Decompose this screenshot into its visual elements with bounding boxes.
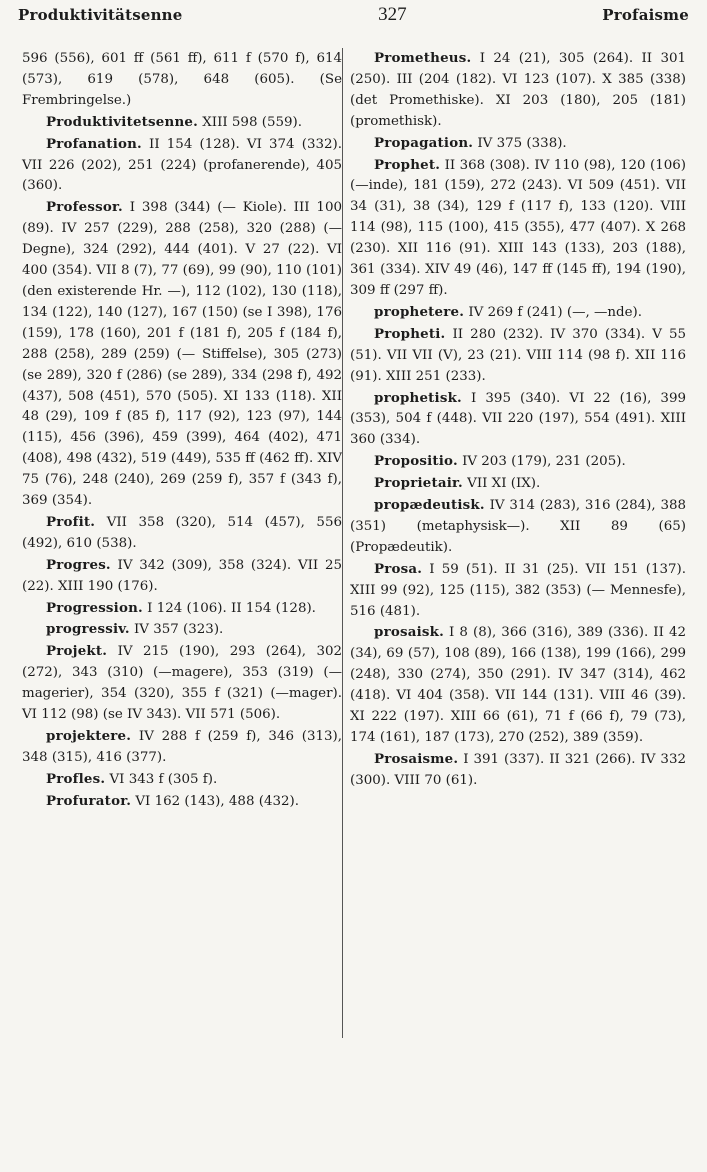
- index-entry: [22, 197, 342, 512]
- entry-headword: Prosaisme.: [374, 750, 459, 767]
- entry-references: II 280 (232). IV 370 (334). V 55 (51). VII VII (V), 23 (21). VIII 114 (98 f). XII 116 (91). XIII 251 (233).: [350, 326, 686, 384]
- entry-references: IV 288 f (259 f), 346 (313), 348 (315), 416 (377).: [22, 729, 342, 765]
- entry-references: I 395 (340). VI 22 (16), 399 (353), 504 f (448). VII 220 (197), 554 (491). XIII 360 (334).: [350, 390, 686, 448]
- index-entry: [350, 622, 686, 748]
- entry-headword: Progres.: [46, 556, 111, 573]
- entry-headword: Prophet.: [374, 156, 441, 173]
- entry-headword: Prometheus.: [374, 50, 472, 66]
- header-right-guideword: Profaisme: [602, 6, 689, 24]
- entry-headword: Projekt.: [46, 643, 108, 660]
- entry-references: IV 269 f (241) (—, —nde).: [464, 304, 642, 320]
- entry-headword: Propheti.: [374, 325, 446, 342]
- index-entry: [350, 324, 686, 388]
- entry-headword: Progression.: [46, 599, 143, 616]
- entry-headword: Profit.: [46, 513, 96, 530]
- index-entry: [22, 112, 342, 134]
- index-entry: [350, 451, 686, 473]
- index-entry: [350, 473, 686, 495]
- index-entry: [22, 598, 342, 620]
- index-entry: [22, 134, 342, 198]
- entry-headword: propædeutisk.: [374, 497, 485, 514]
- header-left-guideword: Produktivitätsenne: [18, 6, 183, 24]
- left-column: [22, 48, 342, 813]
- index-entry: [350, 559, 686, 623]
- entry-references: VII XI (IX).: [462, 476, 541, 492]
- index-entry: [22, 48, 342, 112]
- entry-headword: Profles.: [46, 770, 106, 787]
- column-divider: [342, 48, 343, 1038]
- index-entry: [22, 726, 342, 769]
- entry-references: VI 343 f (305 f).: [105, 771, 218, 787]
- entry-references: I 398 (344) (— Kiole). III 100 (89). IV 257 (229), 288 (258), 320 (288) (— Degne), 324 (292), 444 (401). V 27 (22). VI 400 (354). VII 8 (7), 77 (69), 99 (90), 110 (101) (den existerende Hr. —), 112 (102), 130 (118), 134 (122), 140 (127), 167 (150) (se I 398), 176 (159), 178 (160), 201 f (181 f), 205 f (184 f), 288 (258), 289 (259) (— Stiffelse), 305 (273) (se 289), 320 f (286) (se 289), 334 (298 f), 492 (437), 508 (451), 570 (505). XI 133 (118). XII 48 (29), 109 f (85 f), 117 (92), 123 (97), 144 (115), 456 (396), 459 (399), 464 (402), 471 (408), 498 (432), 519 (449), 535 ff (462 ff). XIV 75 (76), 248 (240), 269 (259 f), 357 f (343 f), 369 (354).: [22, 200, 342, 509]
- entry-references: VII 358 (320), 514 (457), 556 (492), 610 (538).: [22, 514, 342, 551]
- entry-headword: Produktivitetsenne.: [46, 113, 198, 130]
- entry-references: II 154 (128). VI 374 (332). VII 226 (202), 251 (224) (profanerende), 405 (360).: [22, 136, 342, 194]
- entry-references: II 368 (308). IV 110 (98), 120 (106) (—inde), 181 (159), 272 (243). VI 509 (451). VII 34 (31), 38 (34), 129 f (117 f), 133 (120). VIII 114 (98), 115 (100), 415 (355), 477 (407). X 268 (230). XII 116 (91). XIII 143 (133), 203 (188), 361 (334). XIV 49 (46), 147 ff (145 ff), 194 (190), 309 ff (297 ff).: [350, 157, 686, 298]
- entry-headword: projektere.: [46, 728, 132, 744]
- entry-headword: Professor.: [46, 199, 123, 216]
- index-entry: [22, 619, 342, 641]
- running-header: [18, 4, 689, 30]
- index-entry: [350, 749, 686, 792]
- entry-references: IV 342 (309), 358 (324). VII 25 (22). XIII 190 (176).: [22, 557, 342, 594]
- entry-references: IV 314 (283), 316 (284), 388 (351) (metaphysisk—). XII 89 (65) (Propædeutik).: [350, 498, 686, 555]
- entry-headword: prophetisk.: [374, 389, 462, 406]
- index-entry: [350, 48, 686, 133]
- entry-headword: Propositio.: [374, 453, 458, 470]
- entry-headword: Proprietair.: [374, 475, 463, 492]
- entry-references: IV 215 (190), 293 (264), 302 (272), 343 (310) (—magere), 353 (319) (—magerier), 354 (320), 355 f (321) (—mager). VI 112 (98) (se IV 343). VII 571 (506).: [22, 644, 342, 723]
- index-entry: [350, 133, 686, 155]
- index-entry: [22, 555, 342, 598]
- entry-references: IV 375 (338).: [473, 135, 567, 151]
- index-entry: [22, 791, 342, 813]
- entry-references: IV 203 (179), 231 (205).: [457, 454, 626, 470]
- index-entry: [22, 641, 342, 726]
- entry-references: IV 357 (323).: [129, 622, 224, 638]
- entry-references: I 59 (51). II 31 (25). VII 151 (137). XIII 99 (92), 125 (115), 382 (353) (— Mennesfe), 516 (481).: [350, 561, 686, 619]
- index-entry: [350, 495, 686, 559]
- entry-references: I 391 (337). II 321 (266). IV 332 (300). VIII 70 (61).: [350, 751, 686, 788]
- right-column: [350, 48, 686, 792]
- entry-headword: Propagation.: [374, 134, 474, 151]
- entry-headword: Prosa.: [374, 560, 423, 577]
- index-entry: [350, 388, 686, 452]
- index-entry: [350, 302, 686, 324]
- entry-headword: progressiv.: [46, 621, 130, 638]
- entry-references: VI 162 (143), 488 (432).: [131, 793, 299, 809]
- entry-references: I 24 (21), 305 (264). II 301 (250). III (204 (182). VI 123 (107). X 385 (338) (det Promethiske). XI 203 (180), 205 (181) (promethisk).: [350, 51, 686, 129]
- entry-references: XIII 598 (559).: [197, 114, 302, 130]
- entry-headword: prosaisk.: [374, 624, 444, 641]
- index-entry: [22, 769, 342, 791]
- entry-references: I 8 (8), 366 (316), 389 (336). II 42 (34), 69 (57), 108 (89), 166 (138), 199 (166), 299 (248), 330 (274), 350 (291). IV 347 (314), 462 (418). VI 404 (358). VII 144 (131). VIII 46 (39). XI 222 (197). XIII 66 (61), 71 f (66 f), 79 (73), 174 (161), 187 (173), 270 (252), 389 (359).: [350, 625, 686, 745]
- entry-headword: Profanation.: [46, 135, 142, 152]
- entry-references: 596 (556), 601 ff (561 ff), 611 f (570 f), 614 (573), 619 (578), 648 (605). (Se Frembringelse.): [22, 51, 342, 108]
- entry-references: I 124 (106). II 154 (128).: [142, 600, 316, 616]
- index-entry: [350, 155, 686, 302]
- entry-headword: Profurator.: [46, 792, 132, 809]
- entry-headword: prophetere.: [374, 303, 465, 320]
- page-number: 327: [378, 4, 407, 25]
- index-entry: [22, 512, 342, 555]
